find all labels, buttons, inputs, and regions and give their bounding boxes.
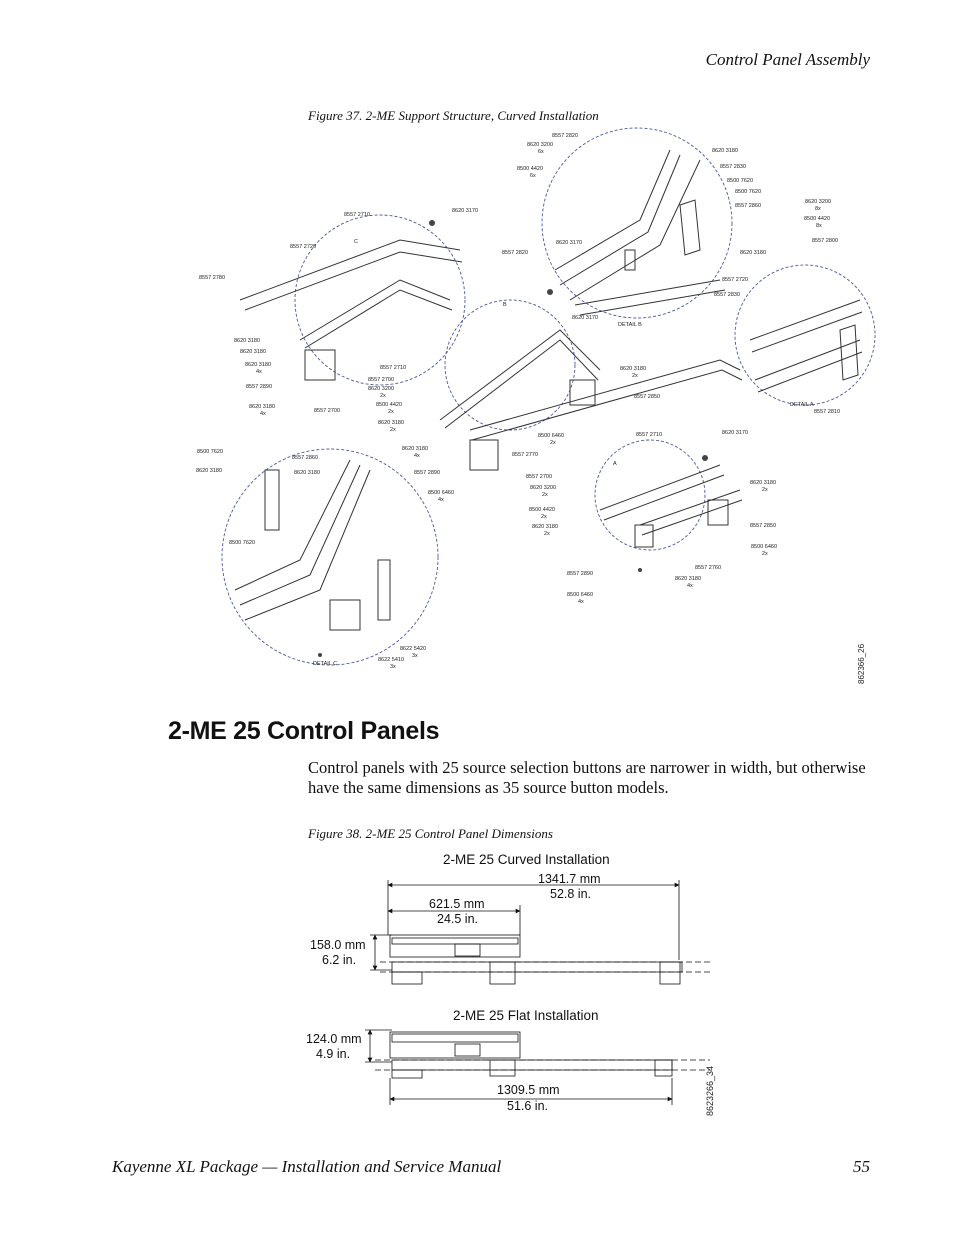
part-label: 8620 3200	[530, 485, 556, 491]
part-label: 3x	[390, 664, 396, 670]
part-label: 8620 3180	[245, 362, 271, 368]
part-label: 8500 7620	[735, 189, 761, 195]
part-label: 8557 2860	[735, 203, 761, 209]
part-label: 8620 3180	[402, 446, 428, 452]
curved-height-mm: 158.0 mm	[310, 938, 366, 952]
part-label: 8500 4420	[517, 166, 543, 172]
part-label: 8500 6460	[428, 490, 454, 496]
view-letter: B	[503, 302, 507, 308]
flat-width-mm: 1309.5 mm	[497, 1083, 560, 1097]
part-label: 8500 4420	[804, 216, 830, 222]
part-label: 6x	[530, 173, 536, 179]
part-label: 8557 2780	[199, 275, 225, 281]
part-label: 8x	[816, 223, 822, 229]
part-label: 8500 7620	[197, 449, 223, 455]
part-label: 8620 3180	[249, 404, 275, 410]
part-label: 8557 2890	[246, 384, 272, 390]
part-label: 2x	[380, 393, 386, 399]
footer-manual-title: Kayenne XL Package — Installation and Service Manual	[112, 1157, 502, 1176]
part-label: 8620 3180	[740, 250, 766, 256]
part-label: 8557 2860	[292, 455, 318, 461]
flat-height-in: 4.9 in.	[316, 1047, 351, 1061]
part-label: 8620 3180	[750, 480, 776, 486]
figure-38-drawing	[300, 845, 730, 1120]
part-label: 8557 2890	[567, 571, 593, 577]
curved-installation-title: 2-ME 25 Curved Installation	[443, 852, 610, 867]
part-label: 4x	[260, 411, 266, 417]
part-label: 8622 5420	[400, 646, 426, 652]
part-label: 8500 6460	[567, 592, 593, 598]
part-label: 8500 4420	[376, 402, 402, 408]
part-label: 8620 3170	[722, 430, 748, 436]
detail-label: DETAIL C	[313, 661, 338, 667]
part-label: 2x	[541, 514, 547, 520]
part-label: 8557 2850	[750, 523, 776, 529]
detail-circle-b	[542, 128, 732, 318]
part-label: 8620 3200	[805, 199, 831, 205]
part-callouts	[196, 133, 840, 670]
part-label: 8557 2760	[695, 565, 721, 571]
view-circle-a	[595, 440, 705, 550]
detail-labels	[313, 322, 814, 667]
part-label: 8557 2800	[812, 238, 838, 244]
figure-38-caption: Figure 38. 2-ME 25 Control Panel Dimensions	[308, 826, 553, 841]
part-label: 8500 7620	[229, 540, 255, 546]
part-label: 8557 2770	[512, 452, 538, 458]
part-label: 4x	[687, 583, 693, 589]
part-label: 8557 2710	[636, 432, 662, 438]
footer-page-number: 55	[853, 1157, 870, 1176]
part-label: 8500 4420	[529, 507, 555, 513]
curved-height-in: 6.2 in.	[322, 953, 357, 967]
part-label: 8620 3180	[712, 148, 738, 154]
part-label: 8622 5410	[378, 657, 404, 663]
flat-installation-title: 2-ME 25 Flat Installation	[453, 1008, 599, 1023]
part-label: 8620 3180	[620, 366, 646, 372]
part-label: 4x	[256, 369, 262, 375]
part-label: 2x	[550, 440, 556, 446]
part-label: 2x	[390, 427, 396, 433]
detail-label: DETAIL B	[618, 322, 642, 328]
part-label: 8620 3200	[527, 142, 553, 148]
drawing-number: 8623266_34	[705, 1065, 715, 1116]
part-label: 8557 2720	[290, 244, 316, 250]
running-head: Control Panel Assembly	[705, 50, 870, 69]
part-label: 2x	[544, 531, 550, 537]
view-circle-c	[295, 215, 465, 385]
part-label: 8557 2850	[634, 394, 660, 400]
part-label: 8557 2710	[380, 365, 406, 371]
view-letter: A	[613, 461, 617, 467]
curved-width-mm: 1341.7 mm	[538, 872, 601, 886]
part-label: 8620 3170	[452, 208, 478, 214]
part-label: 8620 3180	[294, 470, 320, 476]
part-label: 8557 2830	[714, 292, 740, 298]
part-label: 4x	[438, 497, 444, 503]
part-label: 8557 2830	[720, 164, 746, 170]
part-label: 4x	[414, 453, 420, 459]
view-circle-b	[445, 300, 575, 430]
part-label: 8620 3180	[240, 349, 266, 355]
part-label: 8620 3180	[234, 338, 260, 344]
curved-depth-in: 24.5 in.	[437, 912, 479, 926]
flat-width-in: 51.6 in.	[507, 1099, 549, 1113]
detail-circle-a	[735, 265, 875, 405]
part-label: 8620 3170	[556, 240, 582, 246]
part-label: 2x	[632, 373, 638, 379]
part-label: 8620 3180	[378, 420, 404, 426]
part-label: 8557 2710	[344, 212, 370, 218]
part-label: 8500 6460	[751, 544, 777, 550]
flat-height-mm: 124.0 mm	[306, 1032, 362, 1046]
part-label: 8620 3180	[196, 468, 222, 474]
part-label: 8557 2890	[414, 470, 440, 476]
part-label: 8557 2700	[314, 408, 340, 414]
part-label: 8620 3180	[675, 576, 701, 582]
part-label: 2x	[542, 492, 548, 498]
part-label: 8620 3200	[368, 386, 394, 392]
figure-37-caption: Figure 37. 2-ME Support Structure, Curved Installation	[308, 108, 599, 123]
part-label: 6x	[538, 149, 544, 155]
drawing-number: 862366_26	[857, 643, 866, 684]
part-label: 2x	[762, 551, 768, 557]
part-label: 8x	[815, 206, 821, 212]
part-label: 8557 2820	[502, 250, 528, 256]
part-label: 8557 2700	[368, 377, 394, 383]
figure-37-drawing	[190, 125, 880, 685]
part-label: 8557 2720	[722, 277, 748, 283]
curved-width-in: 52.8 in.	[550, 887, 592, 901]
part-label: 8620 3170	[572, 315, 598, 321]
detail-label: DETAIL A	[790, 402, 814, 408]
part-label: 2x	[762, 487, 768, 493]
part-label: 8557 2810	[814, 409, 840, 415]
part-label: 8620 3180	[532, 524, 558, 530]
detail-circle-c	[222, 449, 438, 665]
body-paragraph: Control panels with 25 source selection buttons are narrower in width, but otherwise have the same dimensions as 35 source button models.	[308, 758, 866, 797]
part-label: 2x	[388, 409, 394, 415]
curved-depth-mm: 621.5 mm	[429, 897, 485, 911]
section-title: 2-ME 25 Control Panels	[168, 717, 440, 745]
part-label: 8500 7620	[727, 178, 753, 184]
view-letter: C	[354, 239, 358, 245]
part-label: 8557 2820	[552, 133, 578, 139]
part-label: 4x	[578, 599, 584, 605]
part-label: 3x	[412, 653, 418, 659]
part-label: 8557 2700	[526, 474, 552, 480]
part-label: 8500 6460	[538, 433, 564, 439]
